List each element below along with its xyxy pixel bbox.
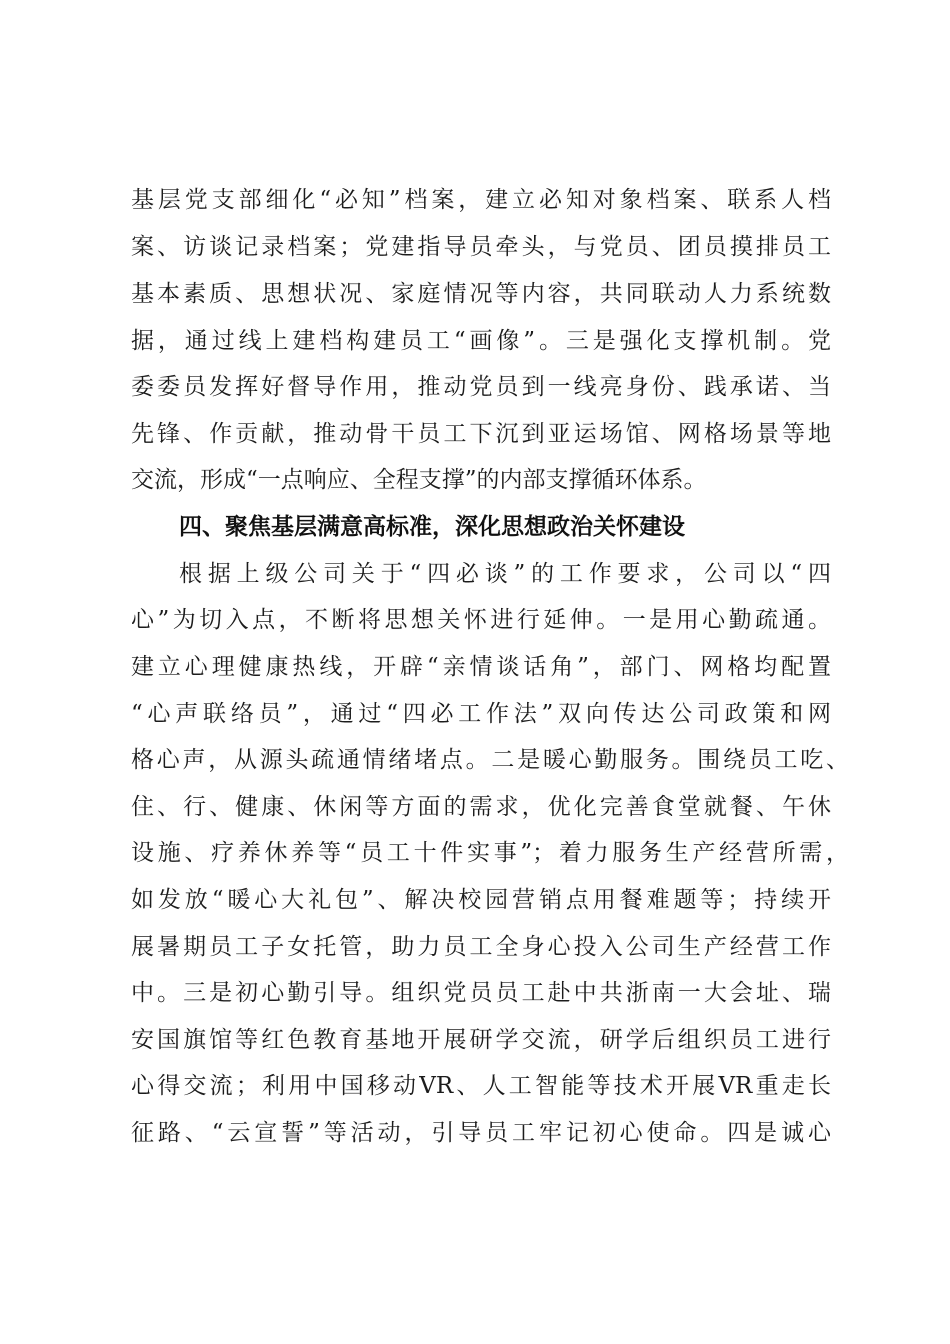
paragraph-line: 基层党支部细化“必知”档案，建立必知对象档案、联系人档 [131, 187, 831, 213]
paragraph-line: 安国旗馆等红色教育基地开展研学交流，研学后组织员工进行 [131, 1027, 831, 1053]
paragraph-line: 建立心理健康热线，开辟“亲情谈话角”，部门、网格均配置 [131, 654, 831, 680]
paragraph-line: 先锋、作贡献，推动骨干员工下沉到亚运场馆、网格场景等地 [131, 421, 831, 447]
paragraph-line: 住、行、健康、休闲等方面的需求，优化完善食堂就餐、午休 [131, 794, 831, 820]
section-heading: 四、聚焦基层满意高标准，深化思想政治关怀建设 [179, 514, 685, 540]
paragraph-line: 格心声，从源头疏通情绪堵点。二是暖心勤服务。围绕员工吃、 [131, 747, 849, 773]
paragraph-line: 据，通过线上建档构建员工“画像”。三是强化支撑机制。党 [131, 328, 831, 354]
paragraph-line: 心得交流；利用中国移动VR、人工智能等技术开展VR重走长 [131, 1073, 831, 1099]
paragraph-line: 基本素质、思想状况、家庭情况等内容，共同联动人力系统数 [131, 281, 831, 307]
paragraph-line: 交流，形成“一点响应、全程支撑”的内部支撑循环体系。 [131, 467, 707, 493]
paragraph-line: 中。三是初心勤引导。组织党员员工赴中共浙南一大会址、瑞 [131, 980, 831, 1006]
paragraph-line: 设施、疗养休养等“员工十件实事”；着力服务生产经营所需， [131, 840, 849, 866]
paragraph-line: 如发放“暖心大礼包”、解决校园营销点用餐难题等；持续开 [131, 887, 831, 913]
paragraph-line: 征路、“云宣誓”等活动，引导员工牢记初心使命。四是诚心 [131, 1120, 831, 1146]
paragraph-line: 根据上级公司关于“四必谈”的工作要求，公司以“四 [179, 561, 831, 587]
paragraph-line: “心声联络员”，通过“四必工作法”双向传达公司政策和网 [131, 701, 831, 727]
paragraph-line: 委委员发挥好督导作用，推动党员到一线亮身份、践承诺、当 [131, 374, 831, 400]
paragraph-line: 心”为切入点，不断将思想关怀进行延伸。一是用心勤疏通。 [131, 607, 831, 633]
paragraph-line: 案、访谈记录档案；党建指导员牵头，与党员、团员摸排员工 [131, 234, 831, 260]
paragraph-line: 展暑期员工子女托管，助力员工全身心投入公司生产经营工作 [131, 934, 831, 960]
